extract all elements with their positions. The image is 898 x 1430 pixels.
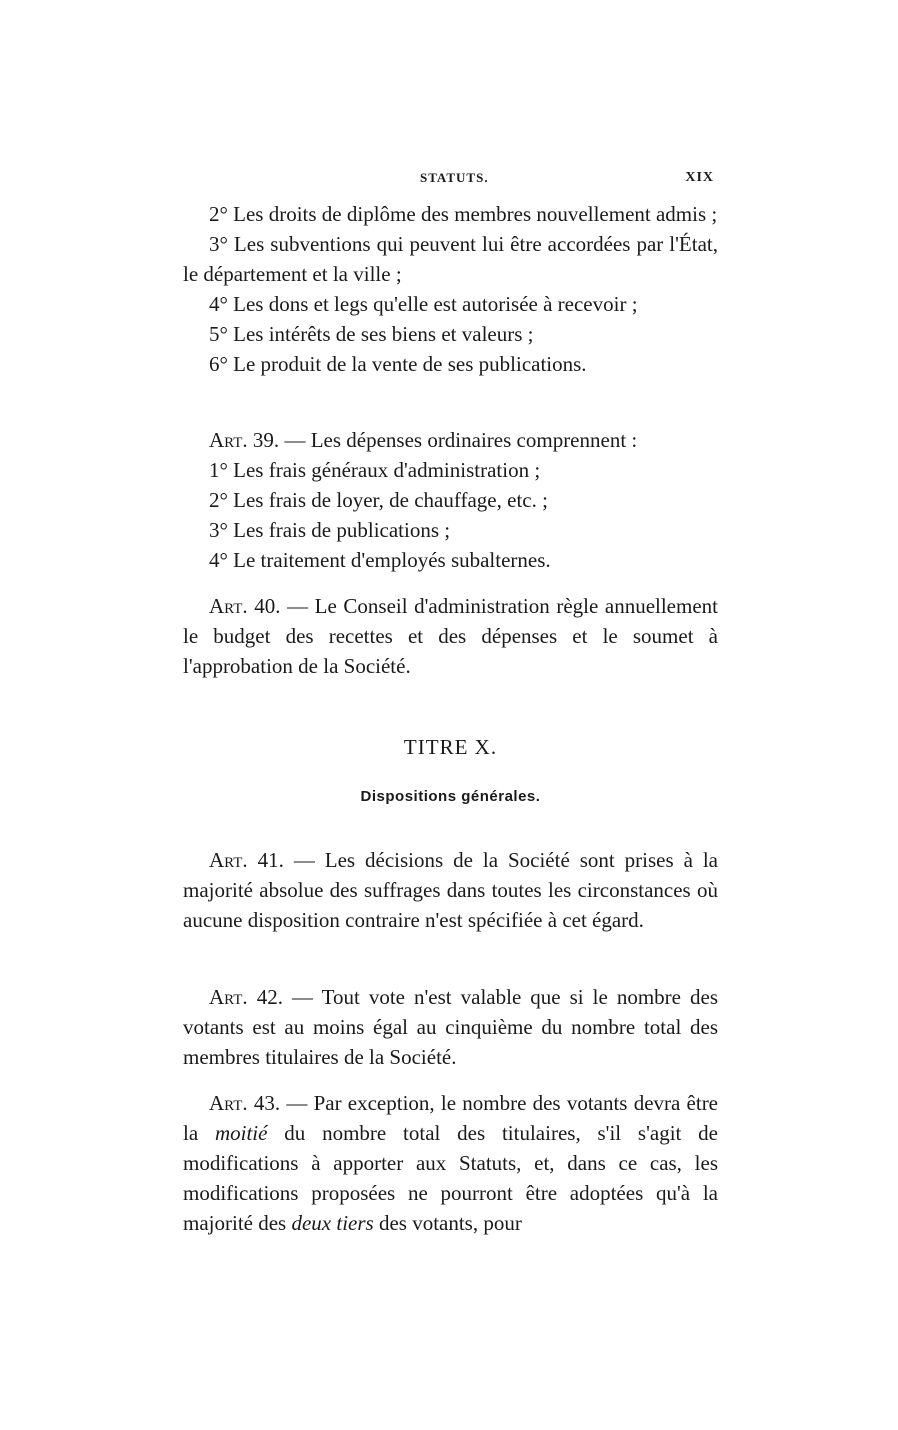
art38-item-6: 6° Le produit de la vente de ses publications. xyxy=(209,352,587,376)
page-number: XIX xyxy=(685,170,714,185)
art42-text: — Tout vote n'est valable que si le nombre des votants est au moins égal au cinquième du nombre total des membres titulaires de la Société. xyxy=(183,985,718,1069)
section-subtitle: Dispositions générales. xyxy=(360,788,541,805)
art39-item-3: 3° Les frais de publications ; xyxy=(209,518,451,542)
titre-heading: TITRE X. xyxy=(403,735,498,759)
art42-label: Art. 42. xyxy=(209,985,283,1009)
art39-heading xyxy=(183,425,718,455)
art43-section xyxy=(183,1088,718,1238)
art39-item-1: 1° Les frais généraux d'administration ; xyxy=(209,458,541,482)
art38-list xyxy=(183,199,718,379)
art42-paragraph xyxy=(183,982,718,1072)
art38-item-2: 2° Les droits de diplôme des membres nouvellement admis ; xyxy=(209,202,718,226)
art38-item-3: 3° Les subventions qui peuvent lui être accordées par l'État, le département et la ville ; xyxy=(183,232,718,286)
art41-paragraph xyxy=(183,845,718,935)
art43-emphasis-deux-tiers: deux tiers xyxy=(291,1211,374,1235)
page-header xyxy=(183,170,718,190)
art39-text: — Les dépenses ordinaires comprennent : xyxy=(279,428,638,452)
art40-paragraph xyxy=(183,591,718,681)
art40-label: Art. 40. xyxy=(209,594,281,618)
art43-label: Art. 43. xyxy=(209,1091,281,1115)
art43-text-b: du nombre total des titulaires, s'il s'agit de modifications à apporter aux Statuts, et, dans ce cas, les modifications proposées ne pourront être adoptées qu'à la majorité des xyxy=(183,1121,719,1235)
art40-section xyxy=(183,591,718,681)
art41-label: Art. 41. xyxy=(209,848,284,872)
art41-text: — Les décisions de la Société sont prises à la majorité absolue des suffrages dans toutes les circonstances où aucune disposition contraire n'est spécifiée à cet égard. xyxy=(183,848,718,932)
art39-item-2: 2° Les frais de loyer, de chauffage, etc. ; xyxy=(209,488,548,512)
art43-text-a: — Par exception, le nombre des votants devra être la xyxy=(183,1091,719,1145)
art42-section xyxy=(183,982,718,1072)
running-head: STATUTS. xyxy=(420,170,489,185)
art39-section xyxy=(183,425,718,575)
art43-text-c: des votants, pour xyxy=(373,1211,522,1235)
art38-item-5: 5° Les intérêts de ses biens et valeurs ; xyxy=(209,322,534,346)
art43-emphasis-moitie: moitié xyxy=(214,1121,268,1145)
art43-paragraph xyxy=(183,1088,718,1238)
art41-section xyxy=(183,845,718,935)
art40-text: — Le Conseil d'administration règle annuellement le budget des recettes et des dépenses et le soumet à l'approbation de la Société. xyxy=(183,594,718,678)
art39-label: Art. 39. xyxy=(209,428,280,452)
art38-item-4: 4° Les dons et legs qu'elle est autorisée à recevoir ; xyxy=(209,292,638,316)
art39-item-4: 4° Le traitement d'employés subalternes. xyxy=(209,548,551,572)
